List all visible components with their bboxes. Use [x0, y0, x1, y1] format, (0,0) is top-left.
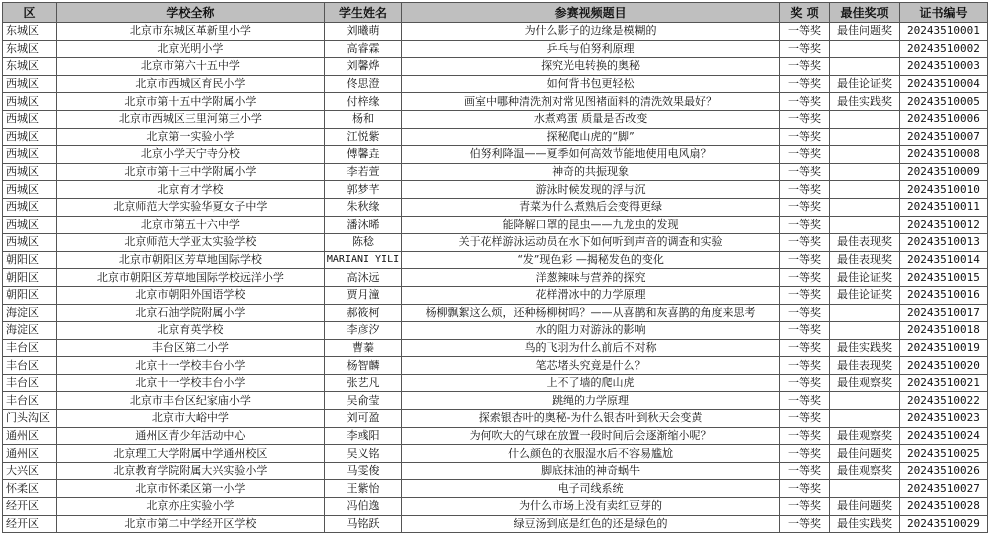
school-cell: 北京市第六十五中学: [56, 58, 324, 76]
award-cell: 一等奖: [780, 339, 830, 357]
certificate-number-cell: 20243510028: [899, 498, 987, 516]
school-cell: 北京师范大学实验华夏女子中学: [56, 198, 324, 216]
table-row: [3, 374, 988, 392]
table-row: [3, 216, 988, 234]
video-title-cell: 跳绳的力学原理: [402, 392, 780, 410]
best-award-cell: [830, 128, 900, 146]
award-cell: 一等奖: [780, 40, 830, 58]
student-cell: 李彧阳: [324, 427, 401, 445]
table-row: [3, 480, 988, 498]
video-title-cell: 能降解口罩的昆虫——九龙虫的发现: [402, 216, 780, 234]
school-cell: 北京理工大学附属中学通州校区: [56, 445, 324, 463]
best-award-cell: 最佳问题奖: [830, 23, 900, 41]
certificate-number-cell: 20243510020: [899, 357, 987, 375]
video-title-cell: 脚底抹油的神奇蜗牛: [402, 462, 780, 480]
certificate-number-cell: 20243510004: [899, 75, 987, 93]
table-row: [3, 163, 988, 181]
award-cell: 一等奖: [780, 392, 830, 410]
header-cert: 证书编号: [899, 3, 987, 23]
certificate-number-cell: 20243510021: [899, 374, 987, 392]
student-cell: 郭梦芊: [324, 181, 401, 199]
video-title-cell: 游泳时候发现的浮与沉: [402, 181, 780, 199]
school-cell: 北京师范大学亚太实验学校: [56, 234, 324, 252]
table-row: [3, 181, 988, 199]
award-cell: 一等奖: [780, 445, 830, 463]
best-award-cell: [830, 480, 900, 498]
best-award-cell: [830, 322, 900, 340]
school-cell: 北京市第二中学经开区学校: [56, 515, 324, 533]
awards-table: [2, 2, 988, 533]
best-award-cell: [830, 110, 900, 128]
video-title-cell: 青菜为什么煮熟后会变得更绿: [402, 198, 780, 216]
award-cell: 一等奖: [780, 480, 830, 498]
certificate-number-cell: 20243510024: [899, 427, 987, 445]
student-cell: 吴俞莹: [324, 392, 401, 410]
table-row: [3, 515, 988, 533]
video-title-cell: “发”现色彩 —揭秘发色的变化: [402, 251, 780, 269]
best-award-cell: 最佳表现奖: [830, 357, 900, 375]
award-cell: 一等奖: [780, 75, 830, 93]
best-award-cell: [830, 40, 900, 58]
student-cell: 吴义铭: [324, 445, 401, 463]
table-row: [3, 198, 988, 216]
table-row: [3, 93, 988, 111]
video-title-cell: 探索银杏叶的奥秘-为什么银杏叶到秋天会变黄: [402, 410, 780, 428]
table-row: [3, 110, 988, 128]
certificate-number-cell: 20243510011: [899, 198, 987, 216]
school-cell: 北京石油学院附属小学: [56, 304, 324, 322]
award-cell: 一等奖: [780, 23, 830, 41]
best-award-cell: [830, 392, 900, 410]
video-title-cell: 鸟的飞羽为什么前后不对称: [402, 339, 780, 357]
district-cell: 东城区: [3, 40, 57, 58]
certificate-number-cell: 20243510010: [899, 181, 987, 199]
award-cell: 一等奖: [780, 374, 830, 392]
award-cell: 一等奖: [780, 498, 830, 516]
table-row: [3, 322, 988, 340]
certificate-number-cell: 20243510008: [899, 146, 987, 164]
award-cell: 一等奖: [780, 181, 830, 199]
table-row: [3, 357, 988, 375]
video-title-cell: 什么颜色的衣服湿水后不容易尴尬: [402, 445, 780, 463]
video-title-cell: 伯努利降温——夏季如何高效节能地使用电风扇？: [402, 146, 780, 164]
header-award: 奖 项: [780, 3, 830, 23]
best-award-cell: 最佳表现奖: [830, 251, 900, 269]
table-row: [3, 445, 988, 463]
school-cell: 北京育英学校: [56, 322, 324, 340]
district-cell: 朝阳区: [3, 286, 57, 304]
best-award-cell: 最佳实践奖: [830, 339, 900, 357]
video-title-cell: 如何背书包更轻松: [402, 75, 780, 93]
header-student: 学生姓名: [324, 3, 401, 23]
table-row: [3, 269, 988, 287]
district-cell: 大兴区: [3, 462, 57, 480]
student-cell: 马雯俊: [324, 462, 401, 480]
district-cell: 西城区: [3, 234, 57, 252]
district-cell: 经开区: [3, 515, 57, 533]
student-cell: 佟思澄: [324, 75, 401, 93]
district-cell: 丰台区: [3, 374, 57, 392]
certificate-number-cell: 20243510005: [899, 93, 987, 111]
best-award-cell: [830, 146, 900, 164]
district-cell: 东城区: [3, 23, 57, 41]
video-title-cell: 绿豆汤到底是红色的还是绿色的: [402, 515, 780, 533]
video-title-cell: 乒乓与伯努利原理: [402, 40, 780, 58]
district-cell: 西城区: [3, 198, 57, 216]
district-cell: 西城区: [3, 110, 57, 128]
certificate-number-cell: 20243510007: [899, 128, 987, 146]
student-cell: 潘沐晞: [324, 216, 401, 234]
certificate-number-cell: 20243510013: [899, 234, 987, 252]
student-cell: 刘馨烨: [324, 58, 401, 76]
award-cell: 一等奖: [780, 58, 830, 76]
school-cell: 北京市朝阳区芳草地国际学校远洋小学: [56, 269, 324, 287]
school-cell: 北京小学天宁寺分校: [56, 146, 324, 164]
video-title-cell: 关于花样游泳运动员在水下如何听到声音的调查和实验: [402, 234, 780, 252]
district-cell: 西城区: [3, 181, 57, 199]
student-cell: 贾月潼: [324, 286, 401, 304]
student-cell: 郝筱柯: [324, 304, 401, 322]
student-cell: 付梓缘: [324, 93, 401, 111]
school-cell: 北京亦庄实验小学: [56, 498, 324, 516]
certificate-number-cell: 20243510003: [899, 58, 987, 76]
student-cell: MARIANI YILI: [324, 251, 401, 269]
school-cell: 北京市西城区育民小学: [56, 75, 324, 93]
district-cell: 西城区: [3, 75, 57, 93]
best-award-cell: 最佳观察奖: [830, 374, 900, 392]
district-cell: 朝阳区: [3, 251, 57, 269]
best-award-cell: [830, 304, 900, 322]
video-title-cell: 为何吹大的气球在放置一段时间后会逐渐缩小呢？: [402, 427, 780, 445]
student-cell: 朱秋缘: [324, 198, 401, 216]
district-cell: 丰台区: [3, 357, 57, 375]
best-award-cell: [830, 216, 900, 234]
school-cell: 丰台区第二小学: [56, 339, 324, 357]
table-row: [3, 286, 988, 304]
table-row: [3, 427, 988, 445]
header-district: 区: [3, 3, 57, 23]
district-cell: 东城区: [3, 58, 57, 76]
certificate-number-cell: 20243510014: [899, 251, 987, 269]
school-cell: 北京市大峪中学: [56, 410, 324, 428]
district-cell: 西城区: [3, 216, 57, 234]
best-award-cell: 最佳问题奖: [830, 498, 900, 516]
student-cell: 傅馨垚: [324, 146, 401, 164]
video-title-cell: 洋葱辣味与营养的探究: [402, 269, 780, 287]
student-cell: 曹蓁: [324, 339, 401, 357]
best-award-cell: [830, 58, 900, 76]
video-title-cell: 为什么影子的边缘是模糊的: [402, 23, 780, 41]
student-cell: 刘可盈: [324, 410, 401, 428]
school-cell: 通州区青少年活动中心: [56, 427, 324, 445]
video-title-cell: 杨柳飘絮这么烦，还种杨柳树吗？——从喜鹊和灰喜鹊的角度来思考: [402, 304, 780, 322]
table-row: [3, 304, 988, 322]
table-row: [3, 40, 988, 58]
certificate-number-cell: 20243510015: [899, 269, 987, 287]
video-title-cell: 神奇的共振现象: [402, 163, 780, 181]
award-cell: 一等奖: [780, 110, 830, 128]
certificate-number-cell: 20243510006: [899, 110, 987, 128]
certificate-number-cell: 20243510025: [899, 445, 987, 463]
district-cell: 西城区: [3, 146, 57, 164]
video-title-cell: 水的阻力对游泳的影响: [402, 322, 780, 340]
award-cell: 一等奖: [780, 269, 830, 287]
school-cell: 北京市朝阳区芳草地国际学校: [56, 251, 324, 269]
best-award-cell: 最佳观察奖: [830, 427, 900, 445]
school-cell: 北京市怀柔区第一小学: [56, 480, 324, 498]
district-cell: 怀柔区: [3, 480, 57, 498]
award-cell: 一等奖: [780, 410, 830, 428]
school-cell: 北京十一学校丰台小学: [56, 374, 324, 392]
certificate-number-cell: 20243510002: [899, 40, 987, 58]
student-cell: 陈稔: [324, 234, 401, 252]
table-row: [3, 75, 988, 93]
award-cell: 一等奖: [780, 357, 830, 375]
table-row: [3, 128, 988, 146]
award-cell: 一等奖: [780, 198, 830, 216]
student-cell: 冯伯逸: [324, 498, 401, 516]
school-cell: 北京光明小学: [56, 40, 324, 58]
certificate-number-cell: 20243510027: [899, 480, 987, 498]
video-title-cell: 为什么市场上没有卖红豆芽的: [402, 498, 780, 516]
table-row: [3, 392, 988, 410]
student-cell: 王紫怡: [324, 480, 401, 498]
table-row: [3, 462, 988, 480]
student-cell: 江悦紫: [324, 128, 401, 146]
student-cell: 高睿霖: [324, 40, 401, 58]
certificate-number-cell: 20243510016: [899, 286, 987, 304]
school-cell: 北京十一学校丰台小学: [56, 357, 324, 375]
award-cell: 一等奖: [780, 128, 830, 146]
district-cell: 海淀区: [3, 322, 57, 340]
table-row: [3, 58, 988, 76]
best-award-cell: [830, 410, 900, 428]
video-title-cell: 探究光电转换的奥秘: [402, 58, 780, 76]
district-cell: 门头沟区: [3, 410, 57, 428]
student-cell: 高沐远: [324, 269, 401, 287]
video-title-cell: 探秘爬山虎的“脚”: [402, 128, 780, 146]
district-cell: 西城区: [3, 93, 57, 111]
video-title-cell: 花样滑冰中的力学原理: [402, 286, 780, 304]
video-title-cell: 笔芯堵头究竟是什么？: [402, 357, 780, 375]
best-award-cell: 最佳观察奖: [830, 462, 900, 480]
award-cell: 一等奖: [780, 304, 830, 322]
district-cell: 通州区: [3, 427, 57, 445]
table-row: [3, 498, 988, 516]
school-cell: 北京市朝阳外国语学校: [56, 286, 324, 304]
school-cell: 北京市第五十六中学: [56, 216, 324, 234]
certificate-number-cell: 20243510026: [899, 462, 987, 480]
certificate-number-cell: 20243510022: [899, 392, 987, 410]
award-cell: 一等奖: [780, 146, 830, 164]
certificate-number-cell: 20243510001: [899, 23, 987, 41]
best-award-cell: 最佳问题奖: [830, 445, 900, 463]
student-cell: 李若萱: [324, 163, 401, 181]
award-cell: 一等奖: [780, 163, 830, 181]
award-cell: 一等奖: [780, 462, 830, 480]
header-video: 参赛视频题目: [402, 3, 780, 23]
table-row: [3, 234, 988, 252]
certificate-number-cell: 20243510009: [899, 163, 987, 181]
school-cell: 北京教育学院附属大兴实验小学: [56, 462, 324, 480]
best-award-cell: 最佳实践奖: [830, 515, 900, 533]
school-cell: 北京第一实验小学: [56, 128, 324, 146]
best-award-cell: 最佳表现奖: [830, 234, 900, 252]
school-cell: 北京市第十三中学附属小学: [56, 163, 324, 181]
school-cell: 北京市丰台区纪家庙小学: [56, 392, 324, 410]
district-cell: 海淀区: [3, 304, 57, 322]
best-award-cell: 最佳论证奖: [830, 75, 900, 93]
district-cell: 西城区: [3, 163, 57, 181]
district-cell: 朝阳区: [3, 269, 57, 287]
district-cell: 丰台区: [3, 392, 57, 410]
district-cell: 经开区: [3, 498, 57, 516]
header-best: 最佳奖项: [830, 3, 900, 23]
student-cell: 杨和: [324, 110, 401, 128]
district-cell: 丰台区: [3, 339, 57, 357]
school-cell: 北京市东城区革新里小学: [56, 23, 324, 41]
best-award-cell: 最佳论证奖: [830, 286, 900, 304]
school-cell: 北京育才学校: [56, 181, 324, 199]
video-title-cell: 水煮鸡蛋 质量是否改变: [402, 110, 780, 128]
certificate-number-cell: 20243510029: [899, 515, 987, 533]
award-cell: 一等奖: [780, 234, 830, 252]
header-school: 学校全称: [56, 3, 324, 23]
award-cell: 一等奖: [780, 251, 830, 269]
table-row: [3, 251, 988, 269]
award-cell: 一等奖: [780, 286, 830, 304]
award-cell: 一等奖: [780, 515, 830, 533]
header-row: [3, 3, 988, 23]
video-title-cell: 画室中哪种清洗剂对常见图褚面料的清洗效果最好？: [402, 93, 780, 111]
best-award-cell: 最佳实践奖: [830, 93, 900, 111]
student-cell: 马铭跃: [324, 515, 401, 533]
award-cell: 一等奖: [780, 427, 830, 445]
student-cell: 李彦汐: [324, 322, 401, 340]
table-row: [3, 146, 988, 164]
best-award-cell: [830, 163, 900, 181]
school-cell: 北京市第十五中学附属小学: [56, 93, 324, 111]
certificate-number-cell: 20243510012: [899, 216, 987, 234]
district-cell: 通州区: [3, 445, 57, 463]
student-cell: 张艺凡: [324, 374, 401, 392]
award-cell: 一等奖: [780, 322, 830, 340]
award-cell: 一等奖: [780, 93, 830, 111]
table-row: [3, 410, 988, 428]
video-title-cell: 上不了墙的爬山虎: [402, 374, 780, 392]
best-award-cell: [830, 198, 900, 216]
school-cell: 北京市西城区三里河第三小学: [56, 110, 324, 128]
table-row: [3, 339, 988, 357]
best-award-cell: 最佳论证奖: [830, 269, 900, 287]
best-award-cell: [830, 181, 900, 199]
certificate-number-cell: 20243510019: [899, 339, 987, 357]
student-cell: 杨智麟: [324, 357, 401, 375]
district-cell: 西城区: [3, 128, 57, 146]
student-cell: 刘曦萌: [324, 23, 401, 41]
award-cell: 一等奖: [780, 216, 830, 234]
certificate-number-cell: 20243510017: [899, 304, 987, 322]
certificate-number-cell: 20243510023: [899, 410, 987, 428]
video-title-cell: 电子司线系统: [402, 480, 780, 498]
table-row: [3, 23, 988, 41]
certificate-number-cell: 20243510018: [899, 322, 987, 340]
